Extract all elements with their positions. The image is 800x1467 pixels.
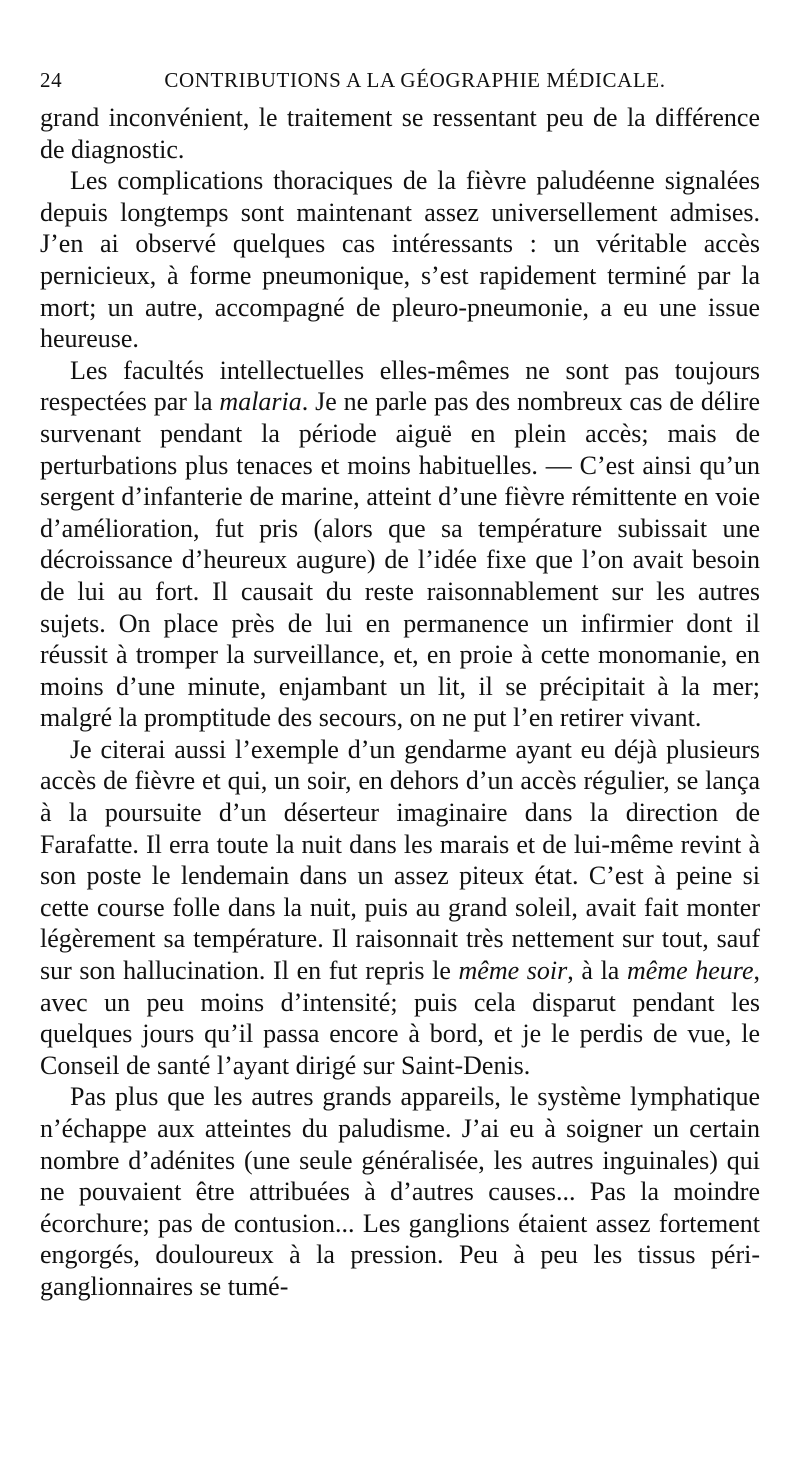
- italic-term: même soir: [458, 956, 568, 986]
- paragraph-thoracic: Les complications thoraciques de la fièvre paludéenne signalées depuis longtemps sont maintenant assez universellement admises. J’en ai observé quelques cas intéressants : un véritable accès pernicieux, à forme pneumonique, s’est rapidement terminé par la mort; un autre, accompagné de pleuro-pneumonie, a eu une issue heureuse.: [40, 166, 760, 354]
- running-title: CONTRIBUTIONS A LA GÉOGRAPHIE MÉDICALE.: [164, 68, 666, 92]
- paragraph-gendarme: [40, 734, 760, 1082]
- italic-term: même heure: [626, 956, 754, 986]
- paragraph-intellectual: [40, 355, 760, 734]
- page-number: 24: [40, 68, 63, 92]
- running-header: [40, 68, 760, 102]
- body-text: [40, 102, 760, 1303]
- italic-term: malaria: [219, 387, 302, 417]
- text-run: Les facultés intellectuelles elles-mêmes ne sont pas toujours respectées par la: [40, 355, 760, 417]
- text-run: , à la: [567, 956, 627, 986]
- text-run: , avec un peu moins d’intensité; puis cela disparut pendant les quelques jours qu’il passa encore à bord, et je le perdis de vue, le Conseil de santé l’ayant dirigé sur Saint-Denis.: [40, 956, 760, 1080]
- text-run: Je citerai aussi l’exemple d’un gendarme ayant eu déjà plusieurs accès de fièvre et qui, un soir, en dehors d’un accès régulier, se lança à la poursuite d’un déserteur imaginaire dans la direction de Farafatte. Il erra toute la nuit dans les marais et de lui-même revint à son poste le lendemain dans un assez piteux état. C’est à peine si cette course folle dans la nuit, puis au grand soleil, avait fait monter légèrement sa température. Il raisonnait très nettement sur tout, sauf sur son hallucination. Il en fut repris le: [40, 734, 760, 986]
- paragraph-lymphatic: Pas plus que les autres grands appareils, le système lymphatique n’échappe aux atteintes du paludisme. J’ai eu à soigner un certain nombre d’adénites (une seule généralisée, les autres inguinales) qui ne pouvaient être attribuées à d’autres causes... Pas la moindre écorchure; pas de contusion... Les ganglions étaient assez fortement engorgés, douloureux à la pression. Peu à peu les tissus péri-ganglionnaires se tumé-: [40, 1082, 760, 1301]
- paragraph-continuation: grand inconvénient, le traitement se ressentant peu de la différence de diagnostic.: [40, 103, 760, 164]
- text-run: . Je ne parle pas des nombreux cas de délire survenant pendant la période aiguë en plein accès; mais de perturbations plus tenaces et moins habituelles. — C’est ainsi qu’un sergent d’infanterie de marine, atteint d’une fièvre rémittente en voie d’amélioration, fut pris (alors que sa température subissait une décroissance d’heureux augure) de l’idée fixe que l’on avait besoin de lui au fort. Il causait du reste raisonnablement sur les autres sujets. On place près de lui en permanence un infirmier dont il réussit à tromper la surveillance, et, en proie à cette monomanie, en moins d’une minute, enjambant un lit, il se précipitait à la mer; malgré la promptitude des secours, on ne put l’en retirer vivant.: [40, 387, 760, 733]
